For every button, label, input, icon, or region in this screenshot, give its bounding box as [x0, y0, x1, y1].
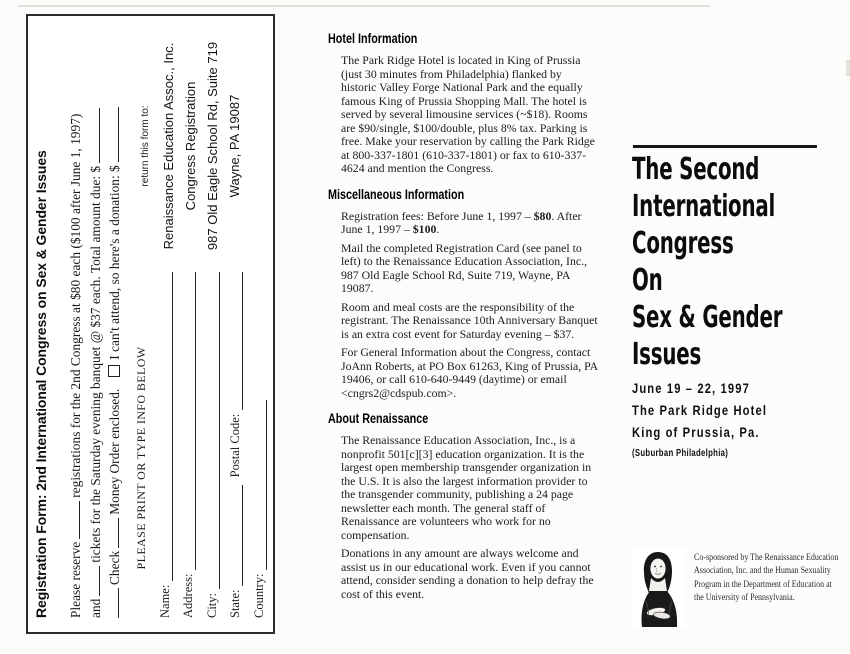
- banquet-line-pre: and: [87, 598, 103, 618]
- return-address-note: return this form to:: [139, 105, 151, 187]
- address-field-line: [182, 272, 196, 570]
- fees-text-post: .: [436, 222, 440, 236]
- banquet-line: [86, 30, 106, 618]
- cosponsor-text-line: Program in the Department of Education at: [694, 579, 832, 590]
- check-blank-line: [106, 588, 119, 618]
- name-field-line: [159, 272, 173, 581]
- money-order-label: Money Order enclosed.: [107, 388, 122, 515]
- field-row-state-postal: [228, 272, 243, 618]
- registration-instructions: [66, 30, 125, 618]
- costs-responsibility-text: Room and meal costs are the responsibility of the registrant. The Renaissance 10th Anniversary Banquet is an extra cost event for Saturday evening – $37.: [341, 299, 598, 341]
- title-rule: [633, 145, 817, 148]
- congress-title-line: International: [632, 189, 776, 224]
- fee-before-amount: $80: [533, 208, 552, 223]
- reserve-line-pre: Please reserve: [68, 541, 83, 618]
- total-due-blank-line: [87, 108, 100, 163]
- postal-code-field-line: [229, 272, 243, 410]
- about-renaissance-text: The Renaissance Education Association, Inc., is a nonprofit 501[c][3] education organization. It is the largest open membership transgender organization in the U.S. It is also the largest information provider to the transgender community, publishing a 24 page newsletter each month. The general staff of Renaissance are volunteers who work for no compensation.: [341, 433, 592, 542]
- contact-fields: [134, 272, 276, 618]
- address-field-label: Address:: [181, 573, 195, 618]
- print-note: PLEASE PRINT OR TYPE INFO BELOW: [133, 346, 148, 570]
- money-order-blank-line: [106, 518, 119, 548]
- fee-after-amount: $100: [412, 222, 437, 236]
- info-column: [328, 31, 604, 612]
- event-subnote: (Suburban Philadelphia): [632, 447, 729, 459]
- name-field-label: Name:: [157, 584, 172, 618]
- cosponsor-text: [694, 552, 838, 606]
- mona-lisa-image: [632, 549, 686, 628]
- banquet-line-post: tickets for the Saturday evening banquet @ $37 each. Total amount due: $: [87, 165, 103, 563]
- section-heading-misc: Miscellaneous Information: [328, 186, 465, 202]
- about-section-body: [341, 434, 600, 601]
- event-venue: The Park Ridge Hotel: [632, 402, 768, 418]
- country-field-line: [253, 400, 267, 570]
- scan-artifact-line: [18, 5, 710, 7]
- reserve-line-post: registrations for the 2nd Congress at $80 each ($100 after June 1, 1997): [68, 113, 83, 498]
- scan-artifact-mark: [846, 60, 850, 76]
- reserve-line: [66, 30, 86, 618]
- return-address-street: 987 Old Eagle School Rd, Suite 719: [204, 41, 220, 251]
- registrations-blank-line: [67, 501, 80, 539]
- return-address-city: Wayne, PA 19087: [226, 94, 242, 198]
- field-row-country: [252, 272, 267, 618]
- field-row-name: [158, 272, 173, 618]
- event-location: King of Prussia, Pa.: [632, 424, 760, 440]
- city-field-line: [206, 272, 220, 589]
- hotel-section-body: [341, 54, 600, 176]
- congress-title-line: Congress: [632, 226, 734, 261]
- cosponsor-text-line: Co-sponsored by The Renaissance Education: [694, 553, 839, 563]
- tickets-blank-line: [87, 566, 100, 596]
- congress-title-line: On: [632, 263, 663, 298]
- cosponsor-text-line: Association, Inc. and the Human Sexuality: [694, 566, 831, 577]
- cant-attend-checkbox-icon: [108, 365, 120, 377]
- field-row-city: [205, 272, 220, 618]
- registration-lower-section: [134, 30, 276, 618]
- mail-instructions-text: Mail the completed Registration Card (see panel to left) to the Renaissance Education Association, Inc., 987 Old Eagle School Rd, Suite 719, Wayne, PA 19087.: [341, 240, 588, 295]
- registration-card-content: [28, 16, 273, 632]
- city-field-label: City:: [204, 592, 219, 618]
- event-details: [632, 377, 801, 459]
- hotel-info-text: The Park Ridge Hotel is located in King of Prussia (just 30 minutes from Philadelphia) flanked by historic Valley Forge National Park and the equally famous King of Prussia Shopping Mall. The hotel is served by several limousine services (~$18). Rooms are $90/single, $100/double, plus 8% tax. Parking is free. Make your reservation by calling the Park Ridge at 800-337-1801 (610-337-1801) or fax to 610-337-4624 and mention the Congress.: [341, 53, 595, 175]
- registration-fees-text: [341, 210, 600, 237]
- fees-text-pre: Registration fees: Before June 1, 1997 –: [341, 208, 534, 223]
- congress-title-line: Issues: [632, 337, 702, 372]
- general-information-text: For General Information about the Congress, contact JoAnn Roberts, at PO Box 61263, King of Prussia, PA 19406, or call 610-640-9449 (daytime) or email <cngrs2@cdspub.com>.: [341, 345, 598, 400]
- donation-blank-line: [106, 107, 119, 162]
- cosponsor-text-line: the University of Pennsylvania.: [694, 593, 795, 604]
- registration-card: [26, 14, 275, 634]
- state-field-line: [229, 485, 243, 585]
- congress-title-line: Sex & Gender: [632, 300, 783, 335]
- field-row-address: [181, 272, 196, 618]
- section-heading-hotel: Hotel Information: [328, 31, 418, 46]
- event-date: June 19 – 22, 1997: [632, 380, 750, 396]
- congress-title-line: The Second: [632, 152, 760, 187]
- donations-text: Donations in any amount are always welcome and assist us in our educational work. Even if you cannot attend, consider sending a donation to help defray the cost of this event.: [341, 546, 594, 601]
- registration-form-title: Registration Form: 2nd International Congress on Sex & Gender Issues: [33, 150, 49, 618]
- return-address-org: Renaissance Education Assoc., Inc.: [160, 42, 176, 250]
- return-address-block: [134, 30, 276, 272]
- return-address-dept: Congress Registration: [182, 81, 198, 211]
- section-heading-about: About Renaissance: [328, 411, 429, 426]
- congress-title: [632, 151, 850, 373]
- state-field-label: State:: [228, 589, 242, 618]
- postal-code-field-label: Postal Code:: [228, 413, 242, 478]
- misc-section-body: [341, 210, 600, 401]
- payment-line: [105, 30, 125, 618]
- donation-label: I can't attend, so here's a donation: $: [107, 165, 122, 360]
- country-field-label: Country:: [251, 573, 266, 618]
- fees-text-mid: . After June 1, 1997 –: [341, 208, 582, 236]
- check-label: Check: [107, 550, 122, 585]
